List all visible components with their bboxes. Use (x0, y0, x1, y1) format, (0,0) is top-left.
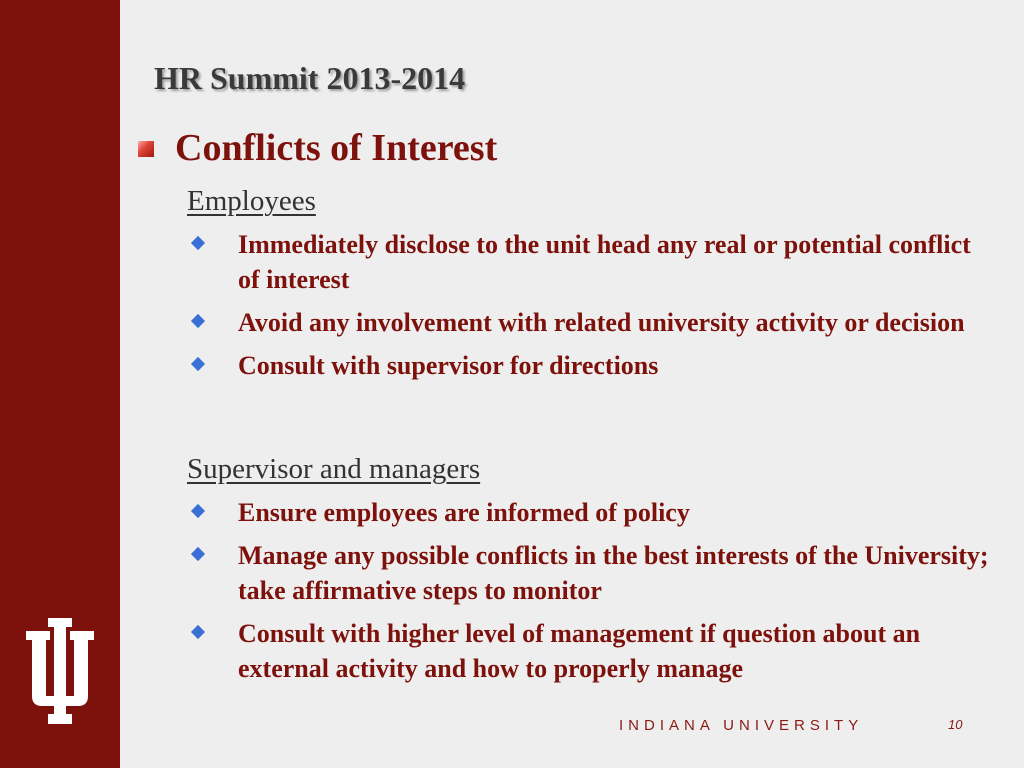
list-item-text: Avoid any involvement with related university activity or decision (238, 308, 965, 337)
diamond-bullet-icon (191, 504, 205, 518)
list-item (187, 495, 997, 530)
list-item-text: Ensure employees are informed of policy (238, 498, 690, 527)
slide-title: HR Summit 2013-2014 (154, 60, 466, 96)
diamond-bullet-icon (191, 236, 205, 250)
supervisors-section (187, 453, 997, 694)
list-item (187, 227, 997, 297)
supervisors-list (187, 495, 997, 686)
list-item (187, 305, 997, 340)
employees-list (187, 227, 997, 383)
list-item-text: Consult with supervisor for directions (238, 351, 659, 380)
section-heading-employees: Employees (187, 185, 316, 217)
list-item-text: Manage any possible conflicts in the best interests of the University; take affirmative steps to monitor (238, 541, 989, 605)
topic-heading: Conflicts of Interest (175, 127, 498, 169)
list-item-text: Consult with higher level of management if question about an external activity and how to properly manage (238, 619, 921, 683)
diamond-bullet-icon (191, 314, 205, 328)
list-item-text: Immediately disclose to the unit head any real or potential conflict of interest (238, 230, 971, 294)
list-item (187, 348, 997, 383)
list-item (187, 616, 997, 686)
sidebar-band (0, 0, 120, 768)
footer-institution: INDIANA UNIVERSITY (619, 717, 864, 734)
section-heading-supervisors: Supervisor and managers (187, 453, 481, 485)
employees-section (187, 185, 997, 391)
square-bullet-icon (138, 141, 154, 157)
iu-trident-logo-icon (18, 618, 102, 724)
diamond-bullet-icon (191, 625, 205, 639)
diamond-bullet-icon (191, 357, 205, 371)
page-number: 10 (948, 717, 963, 732)
diamond-bullet-icon (191, 547, 205, 561)
list-item (187, 538, 997, 608)
